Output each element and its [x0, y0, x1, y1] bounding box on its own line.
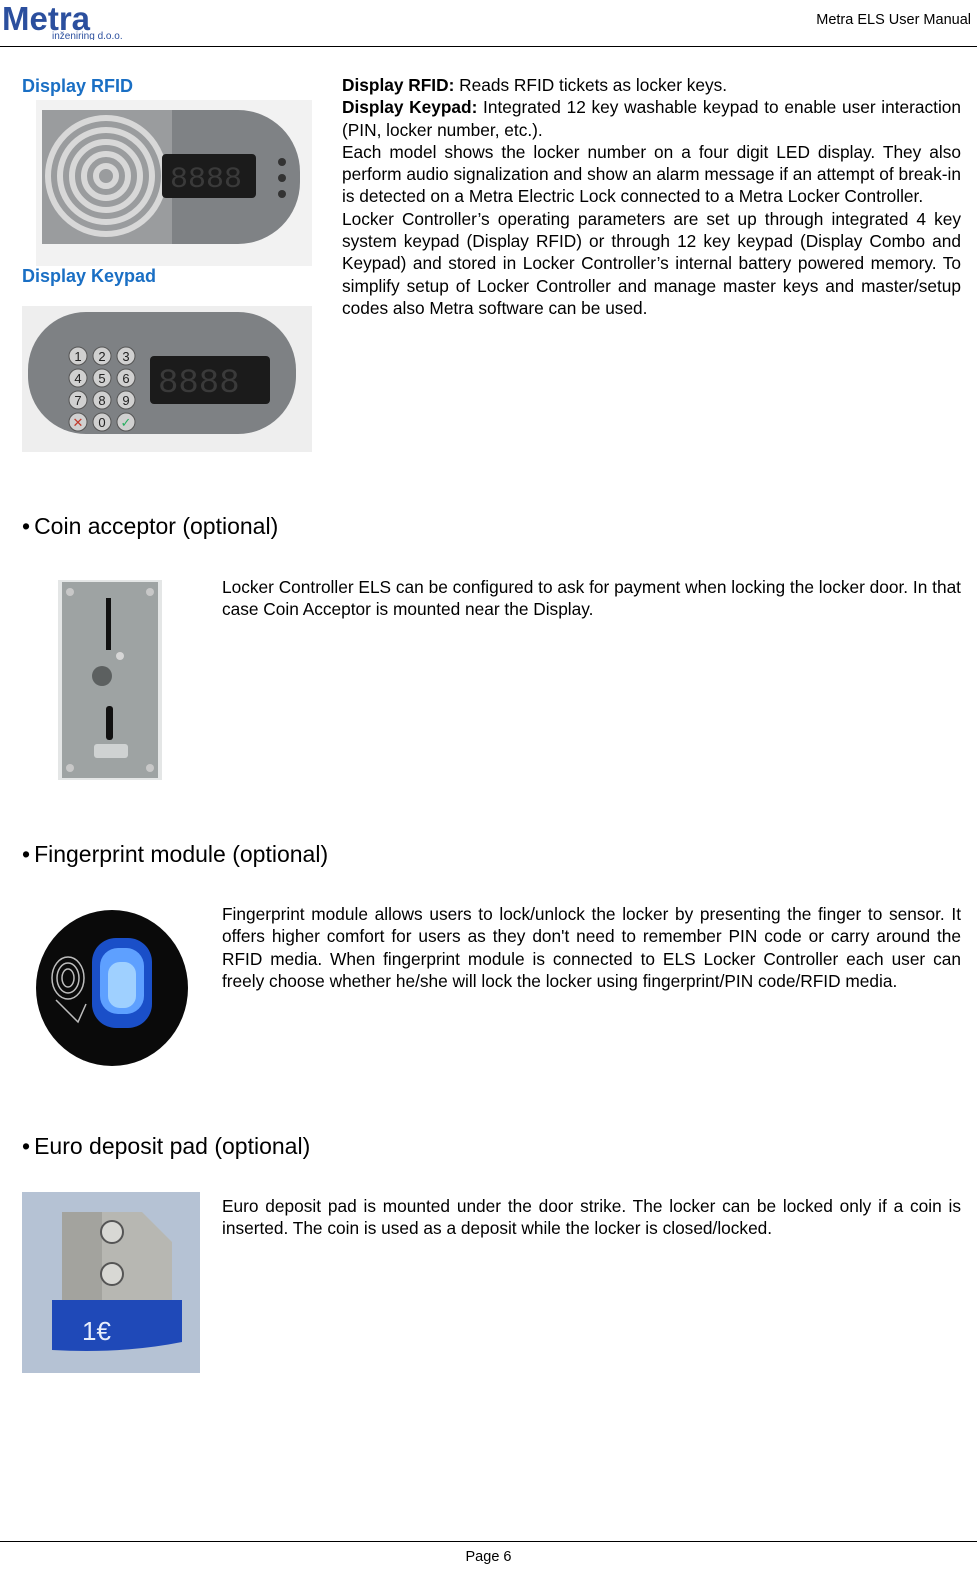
- heading-coin-acceptor: [22, 513, 278, 540]
- heading-euro-text: Euro deposit pad (optional): [34, 1133, 311, 1159]
- svg-text:8888: 8888: [158, 365, 240, 403]
- coin-description: Locker Controller ELS can be configured to ask for payment when locking the locker door. In that case Coin Acceptor is mounted near the Display.: [222, 577, 961, 620]
- params-paragraph: Locker Controller’s operating parameters are set up through integrated 4 key system keypad (Display RFID) or through 12 key keypad (Display Combo and Keypad) and stored in Locker Controller’s internal battery powered memory. To simplify setup of Locker Controller and manage master keys and master/setup codes also Metra software can be used.: [342, 208, 961, 318]
- keypad-key-4: 4: [74, 371, 82, 386]
- keypad-key-3: 3: [122, 349, 130, 364]
- keypad-key-ok: ✓: [120, 415, 132, 430]
- footer-divider: [0, 1541, 977, 1542]
- caption-display-keypad: Display Keypad: [22, 266, 157, 286]
- company-logo: [2, 2, 142, 40]
- logo-wordmark: Metra: [2, 2, 91, 37]
- keypad-key-6: 6: [122, 371, 130, 386]
- display-description: [342, 74, 961, 319]
- header-divider: [0, 46, 977, 47]
- euro-description: Euro deposit pad is mounted under the door strike. The locker can be locked only if a coin is inserted. The coin is used as a deposit while the locker is closed/locked.: [222, 1196, 961, 1239]
- caption-display-rfid: Display RFID: [22, 76, 134, 96]
- keypad-key-0: 0: [98, 415, 106, 430]
- heading-fingerprint-text: Fingerprint module (optional): [34, 841, 329, 867]
- bullet-icon: •: [22, 513, 31, 539]
- document-title: Metra ELS User Manual: [816, 12, 971, 28]
- keypad-key-cancel: ✕: [72, 415, 84, 430]
- display-rfid-image: [36, 100, 312, 266]
- bullet-icon: •: [22, 841, 31, 867]
- heading-coin-text: Coin acceptor (optional): [34, 513, 279, 539]
- logo-subtext: inženiring d.o.o.: [52, 31, 123, 40]
- keypad-text: Integrated 12 key washable keypad to enable user interaction (PIN, locker number, etc.).: [342, 97, 962, 140]
- keypad-key-2: 2: [98, 349, 106, 364]
- fingerprint-module-image: [34, 908, 190, 1068]
- euro-pad-label: 1€: [82, 1316, 111, 1346]
- euro-deposit-pad-image: [22, 1192, 200, 1373]
- led-paragraph: Each model shows the locker number on a four digit LED display. They also perform audio signalization and show an alarm message if an attempt of break-in is detected on a Metra Electric Lock connected to a Metra Locker Controller.: [342, 141, 961, 207]
- keypad-paragraph: [342, 96, 961, 141]
- keypad-key-5: 5: [98, 371, 106, 386]
- keypad-key-7: 7: [74, 393, 82, 408]
- keypad-key-1: 1: [74, 349, 82, 364]
- page-number: Page 6: [465, 1549, 512, 1565]
- display-keypad-image: [22, 306, 312, 452]
- keypad-key-9: 9: [122, 393, 130, 408]
- keypad-key-8: 8: [98, 393, 106, 408]
- heading-fingerprint: [22, 841, 328, 868]
- bullet-icon: •: [22, 1133, 31, 1159]
- rfid-text: Reads RFID tickets as locker keys.: [454, 75, 728, 95]
- coin-acceptor-image: [58, 580, 162, 780]
- heading-euro-deposit: [22, 1133, 310, 1160]
- fingerprint-description: Fingerprint module allows users to lock/unlock the locker by presenting the finger to sensor. It offers higher comfort for users as they don't need to remember PIN code or carry around the RFID media. When fingerprint module is connected to ELS Locker Controller each user can freely choose whether he/she will lock the locker using fingerprint/PIN code/RFID media.: [222, 904, 961, 991]
- keypad-label: Display Keypad:: [342, 97, 478, 118]
- rfid-label: Display RFID:: [342, 75, 455, 95]
- svg-text:8888: 8888: [170, 163, 243, 197]
- rfid-paragraph: [342, 74, 961, 96]
